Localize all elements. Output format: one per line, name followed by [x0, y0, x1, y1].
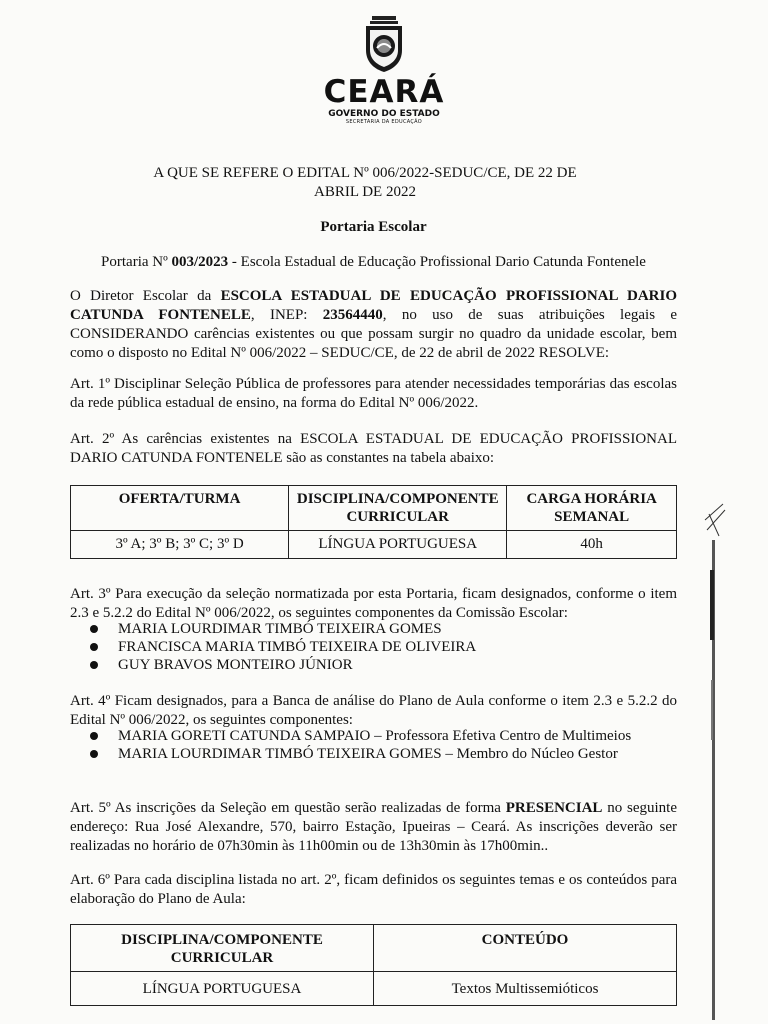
intro-text-3: , no uso de suas atribuições legais e CONSIDERANDO carências existentes ou que possam surgir no quadro da unidade escolar, bem como o disposto no Edital Nº 006/2022 – SEDUC/CE, de 22 de abril de 2022 RESOLVE:	[70, 307, 677, 361]
portaria-subtitle: Portaria Escolar	[320, 219, 427, 235]
list-item-text: MARIA LOURDIMAR TIMBÓ TEIXEIRA GOMES – Membro do Núcleo Gestor	[118, 746, 618, 762]
intro-text-2: , INEP:	[250, 307, 323, 323]
list-item-text: GUY BRAVOS MONTEIRO JÚNIOR	[118, 657, 353, 673]
table-header-cell: OFERTA/TURMA	[71, 486, 289, 531]
table-header-row	[71, 925, 677, 972]
table-row	[71, 972, 677, 1006]
list-item-text: MARIA GORETI CATUNDA SAMPAIO – Professora Efetiva Centro de Multimeios	[118, 728, 632, 744]
vacancies-table-wrapper	[70, 485, 677, 559]
list-item	[70, 745, 677, 763]
table-cell: LÍNGUA PORTUGUESA	[289, 531, 507, 559]
bullet-icon	[90, 661, 98, 669]
content-table-wrapper	[70, 924, 677, 1006]
table-header-cell: CARGA HORÁRIA SEMANAL	[507, 486, 677, 531]
list-item	[70, 638, 677, 656]
article-6: Art. 6º Para cada disciplina listada no art. 2º, ficam definidos os seguintes temas e os conteúdos para elaboração do Plano de Aula:	[70, 872, 677, 907]
table-header-cell: DISCIPLINA/COMPONENTE CURRICULAR	[71, 925, 374, 972]
article-5	[70, 799, 677, 856]
intro-inep: 23564440	[322, 307, 383, 323]
article-3: Art. 3º Para execução da seleção normatizada por esta Portaria, ficam designados, conforme o item 2.3 e 5.2.2 do Edital Nº 006/2022, os seguintes componentes da Comissão Escolar:	[70, 586, 677, 621]
table-cell: 40h	[507, 531, 677, 559]
intro-paragraph	[70, 287, 677, 363]
article-2: Art. 2º As carências existentes na ESCOLA ESTADUAL DE EDUCAÇÃO PROFISSIONAL DARIO CATUNDA FONTENELE são as constantes na tabela abaixo:	[70, 431, 677, 466]
government-label: GOVERNO DO ESTADO	[328, 109, 440, 119]
portaria-suffix: - Escola Estadual de Educação Profissional Dario Catunda Fontenele	[228, 254, 646, 270]
art5-presencial: PRESENCIAL	[505, 800, 603, 816]
bullet-icon	[90, 732, 98, 740]
bullet-icon	[90, 643, 98, 651]
list-item	[70, 727, 677, 745]
portaria-prefix: Portaria Nº	[101, 254, 172, 270]
table-header-cell: DISCIPLINA/COMPONENTE CURRICULAR	[289, 486, 507, 531]
commission-list	[70, 620, 677, 674]
intro-text-1: O Diretor Escolar da	[70, 288, 221, 304]
bullet-icon	[90, 750, 98, 758]
reference-title: A QUE SE REFERE O EDITAL Nº 006/2022-SEDUC/CE, DE 22 DE ABRIL DE 2022	[153, 165, 577, 200]
table-cell: Textos Multissemióticos	[374, 972, 677, 1006]
table-header-row	[71, 486, 677, 531]
list-item-text: FRANCISCA MARIA TIMBÓ TEIXEIRA DE OLIVEIRA	[118, 639, 477, 655]
art5-text-2: no seguinte endereço: Rua José Alexandre, 570, bairro Estação, Ipueiras – Ceará. As inscrições deverão ser realizadas no horário de 07h30min às 11h00min ou de 13h30min às 17h00min..	[70, 800, 677, 854]
panel-list	[70, 727, 677, 763]
article-4: Art. 4º Ficam designados, para a Banca de análise do Plano de Aula conforme o item 2.3 e 5.2.2 do Edital Nº 006/2022, os seguintes componentes:	[70, 693, 677, 728]
scan-edge-artifact-icon	[701, 500, 727, 1020]
table-cell: 3º A; 3º B; 3º C; 3º D	[71, 531, 289, 559]
secretariat-label: SECRETARIA DA EDUCAÇÃO	[345, 119, 423, 125]
table-row	[71, 531, 677, 559]
list-item	[70, 656, 677, 674]
state-coat-of-arms-icon	[360, 14, 408, 74]
content-table	[70, 924, 677, 1006]
list-item	[70, 620, 677, 638]
state-name: CEARÁ	[323, 74, 445, 110]
vacancies-table	[70, 485, 677, 559]
list-item-text: MARIA LOURDIMAR TIMBÓ TEIXEIRA GOMES	[118, 621, 442, 637]
table-cell: LÍNGUA PORTUGUESA	[71, 972, 374, 1006]
art5-text-1: Art. 5º As inscrições da Seleção em questão serão realizadas de forma	[70, 800, 506, 816]
article-1: Art. 1º Disciplinar Seleção Pública de professores para atender necessidades temporárias das escolas da rede pública estadual de ensino, na forma do Edital Nº 006/2022.	[70, 376, 677, 411]
intro-school-name: ESCOLA ESTADUAL DE EDUCAÇÃO PROFISSIONAL DARIO CATUNDA FONTENELE	[70, 288, 677, 323]
portaria-line	[70, 253, 677, 272]
bullet-icon	[90, 625, 98, 633]
letterhead	[0, 14, 768, 126]
portaria-number: 003/2023	[171, 254, 229, 270]
table-header-cell: CONTEÚDO	[374, 925, 677, 972]
